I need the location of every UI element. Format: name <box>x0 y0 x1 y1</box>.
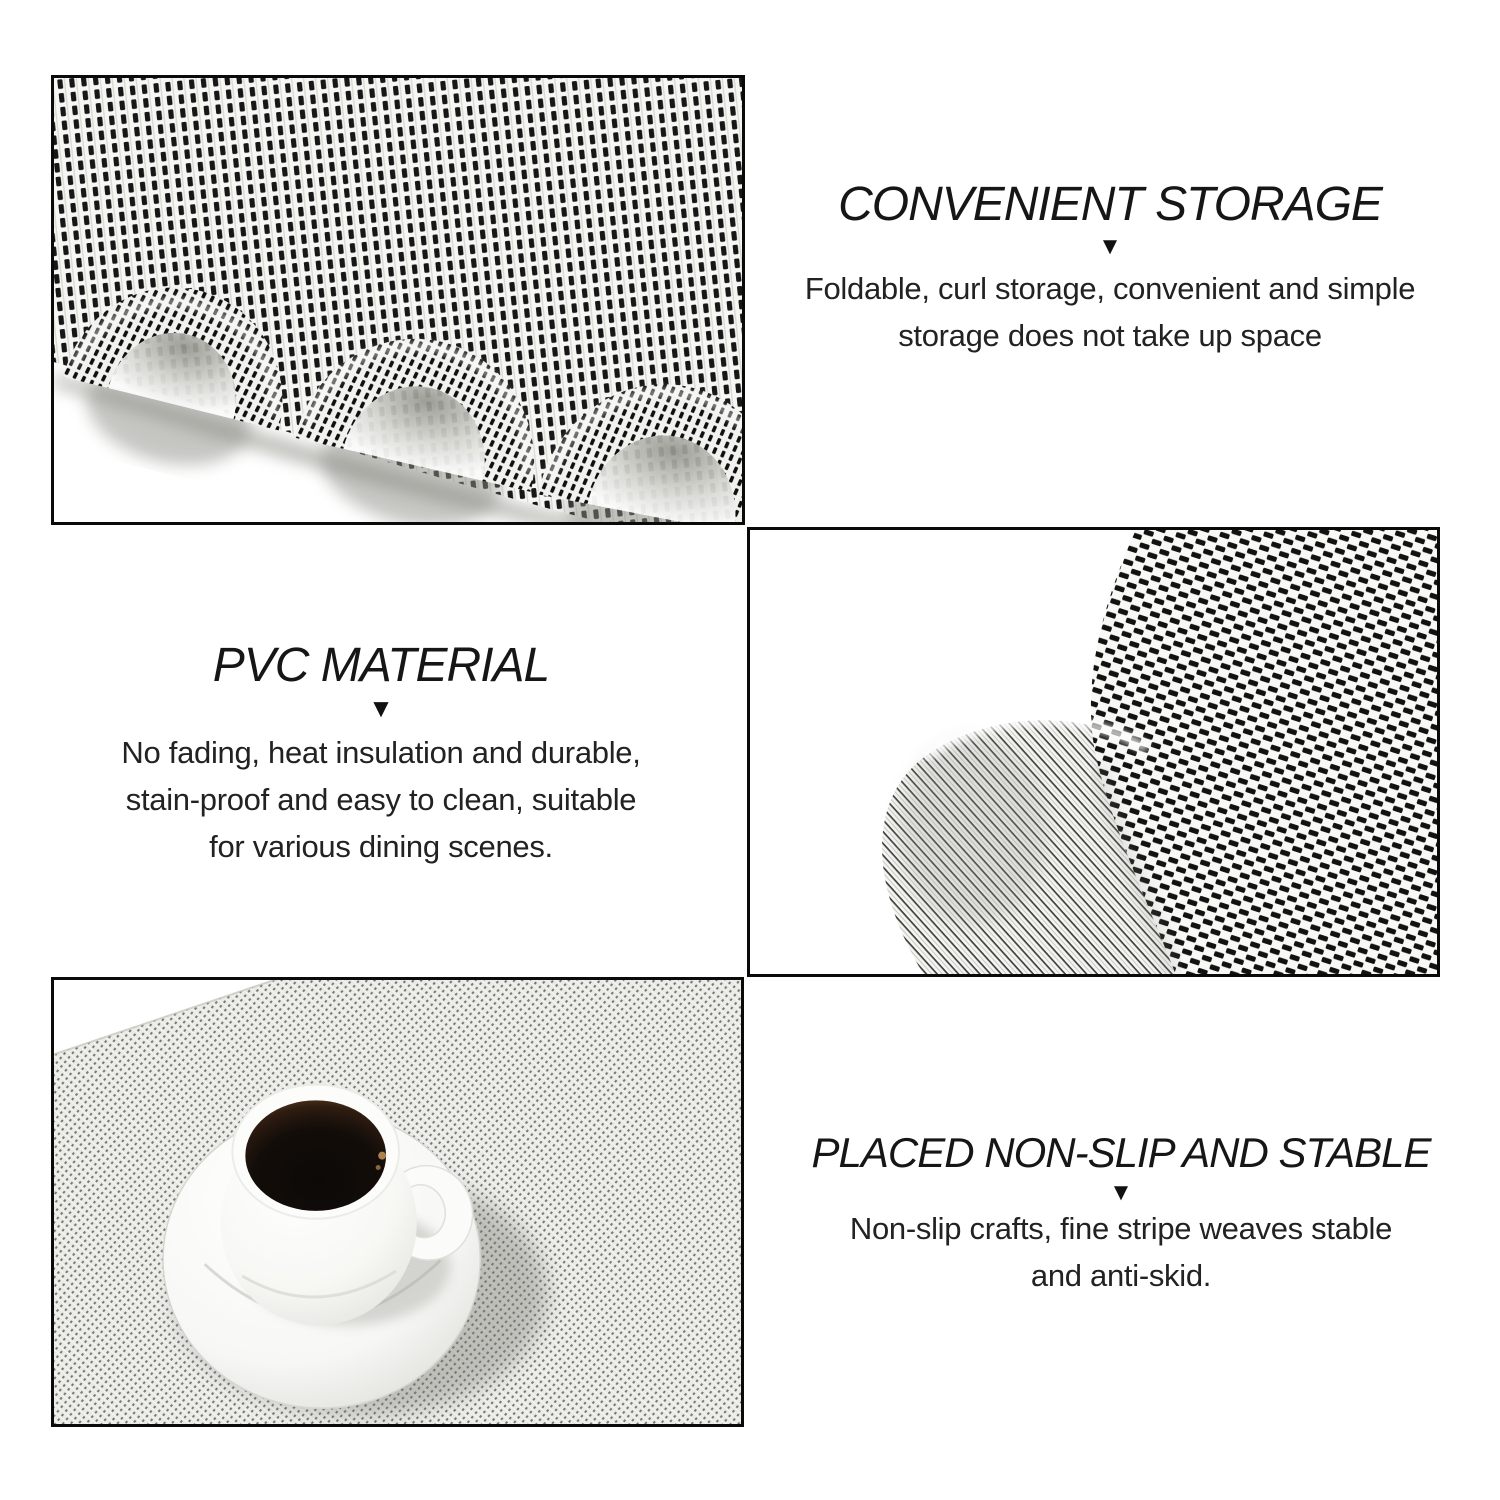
feature-non-slip <box>746 1128 1496 1299</box>
feature-description <box>745 265 1475 359</box>
folded-placemats-illustration <box>54 78 742 522</box>
down-arrow-icon: ▼ <box>1098 233 1122 260</box>
down-arrow-icon: ▼ <box>368 693 394 723</box>
feature-convenient-storage <box>745 177 1475 359</box>
feature-title: PVC MATERIAL <box>212 639 550 692</box>
feature-description-line: No fading, heat insulation and durable, <box>121 735 641 770</box>
feature-description <box>746 1205 1496 1299</box>
feature-description-line: and anti-skid. <box>1030 1258 1212 1293</box>
feature-description-line: Non-slip crafts, fine stripe weaves stable <box>849 1211 1393 1246</box>
photo-coffee-on-placemat <box>51 977 744 1427</box>
feature-title: PLACED NON-SLIP AND STABLE <box>811 1129 1431 1176</box>
feature-pvc-material <box>16 638 746 870</box>
feature-description-line: Foldable, curl storage, convenient and simple <box>804 271 1416 306</box>
feature-description-line: for various dining scenes. <box>209 829 553 864</box>
feature-title: CONVENIENT STORAGE <box>838 178 1382 231</box>
feature-description <box>16 729 746 870</box>
feature-description-line: storage does not take up space <box>898 318 1322 353</box>
coffee-on-placemat-illustration <box>54 980 741 1424</box>
down-arrow-icon: ▼ <box>1109 1179 1133 1206</box>
curled-placemat-illustration <box>750 530 1437 974</box>
photo-folded-placemats <box>51 75 745 525</box>
feature-description-line: stain-proof and easy to clean, suitable <box>125 782 637 817</box>
photo-curled-placemat <box>747 527 1440 977</box>
